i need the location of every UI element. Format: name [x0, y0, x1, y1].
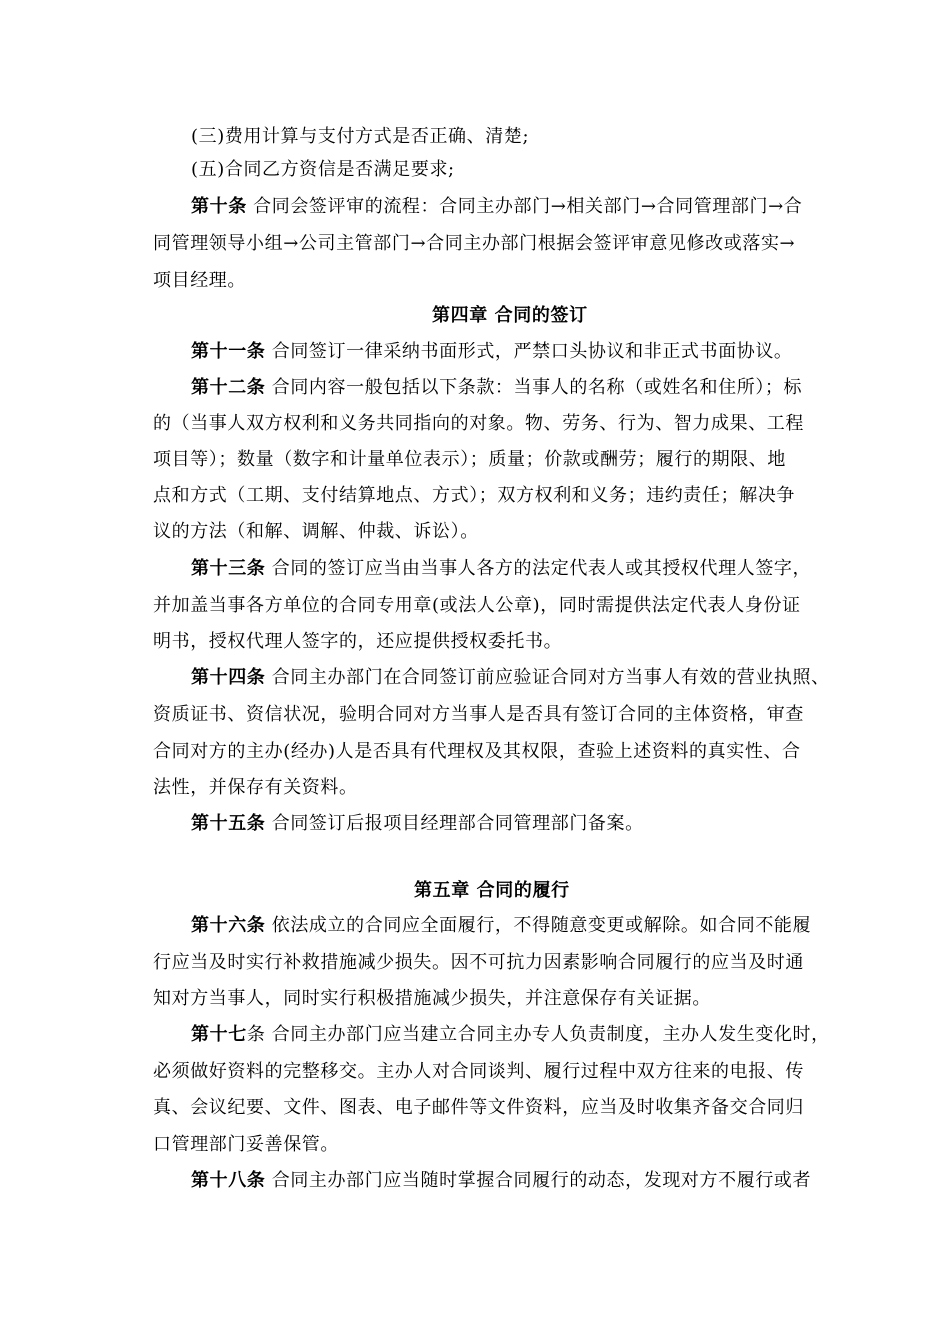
article-label: 第十五条	[191, 813, 266, 834]
article-13-line-1	[191, 558, 811, 580]
article-label: 第十二条	[191, 377, 266, 398]
article-text: 合同主办部门应当建立合同主办专人负责制度，主办人发生变化时，	[265, 1024, 830, 1045]
article-text: 点和方式（工期、支付结算地点、方式）；双方权利和义务；违约责任；解决争	[153, 485, 795, 506]
article-text: 必须做好资料的完整移交。主办人对合同谈判、履行过程中双方往来的电报、传	[153, 1061, 804, 1082]
article-10-line-3	[153, 270, 246, 292]
article-15	[191, 813, 644, 835]
article-10-line-2	[153, 233, 795, 255]
article-text: 合同的签订应当由当事人各方的法定代表人或其授权代理人签字，	[265, 558, 812, 579]
clause-item-3	[191, 126, 529, 148]
article-label: 第十七	[191, 1024, 247, 1045]
article-text: 行应当及时实行补救措施减少损失。因不可抗力因素影响合同履行的应当及时通	[153, 952, 804, 973]
article-text: 知对方当事人，同时实行积极措施减少损失，并注意保存有关证据。	[153, 988, 711, 1009]
article-label-rest: 条	[246, 1024, 266, 1045]
article-13-line-2	[153, 595, 801, 617]
chapter-4-heading: 第四章 合同的签订	[432, 305, 588, 326]
article-14-line-2	[153, 704, 804, 726]
article-18-line-1	[191, 1170, 811, 1192]
article-label: 第十一条	[191, 341, 266, 362]
article-text: 同管理领导小组→公司主管部门→合同主办部门根据会签评审意见修改或落实→	[153, 233, 796, 254]
article-text: 项目等）；数量（数字和计量单位表示）；质量；价款或酬劳；履行的期限、地	[153, 449, 786, 470]
article-label: 第十八条	[191, 1170, 266, 1191]
article-text: 口管理部门妥善保管。	[153, 1134, 339, 1155]
article-label: 第十六条	[191, 915, 266, 936]
article-12-line-3	[153, 449, 786, 471]
article-12-line-1	[191, 377, 802, 399]
article-17-line-3	[153, 1097, 804, 1119]
article-label: 第十四条	[191, 667, 266, 688]
article-16-line-2	[153, 952, 804, 974]
article-text: 合同主办部门在合同签订前应验证合同对方当事人有效的营业执照、	[265, 667, 830, 688]
article-14-line-4	[153, 777, 358, 799]
article-14-line-3	[153, 741, 801, 763]
article-text: 议的方法（和解、调解、仲裁、诉讼）。	[153, 521, 479, 542]
article-17-line-2	[153, 1061, 804, 1083]
article-text: 真、会议纪要、文件、图表、电子邮件等文件资料，应当及时收集齐备交合同归	[153, 1097, 804, 1118]
article-text: 合同主办部门应当随时掌握合同履行的动态，发现对方不履行或者	[265, 1170, 812, 1191]
article-10-line-1	[191, 196, 802, 218]
article-text: 合同对方的主办(经办)人是否具有代理权及其权限，查验上述资料的真实性、合	[153, 741, 801, 762]
article-text: 法性，并保存有关资料。	[153, 777, 358, 798]
article-text: 合同签订后报项目经理部合同管理部门备案。	[265, 813, 644, 834]
article-12-line-4	[153, 485, 795, 507]
article-14-line-1	[191, 667, 830, 689]
clause-text: (五)合同乙方资信是否满足要求;	[191, 159, 455, 180]
article-11	[191, 341, 793, 363]
article-text: 依法成立的合同应全面履行，不得随意变更或解除。如合同不能履	[265, 915, 812, 936]
article-text: 合同会签评审的流程：合同主办部门→相关部门→合同管理部门→合	[246, 196, 803, 217]
article-text: 的（当事人双方权利和义务共同指向的对象。物、劳务、行为、智力成果、工程	[153, 413, 804, 434]
article-12-line-5	[153, 521, 479, 543]
article-text: 合同签订一律采纳书面形式，严禁口头协议和非正式书面协议。	[265, 341, 793, 362]
article-text: 并加盖当事各方单位的合同专用章(或法人公章)，同时需提供法定代表人身份证	[153, 595, 801, 616]
article-17-line-1	[191, 1024, 830, 1046]
article-16-line-1	[191, 915, 811, 937]
article-13-line-3	[153, 631, 562, 653]
article-text: 资质证书、资信状况，验明合同对方当事人是否具有签订合同的主体资格，审查	[153, 704, 804, 725]
article-17-line-4	[153, 1134, 339, 1156]
chapter-5-heading: 第五章 合同的履行	[414, 880, 570, 901]
article-label: 第十条	[191, 196, 247, 217]
article-text: 明书，授权代理人签字的，还应提供授权委托书。	[153, 631, 563, 652]
clause-text: (三)费用计算与支付方式是否正确、清楚;	[191, 126, 530, 147]
article-16-line-3	[153, 988, 711, 1010]
clause-item-5	[191, 159, 455, 181]
article-label: 第十三条	[191, 558, 266, 579]
article-text: 合同内容一般包括以下条款：当事人的名称（或姓名和住所）；标	[265, 377, 803, 398]
article-text: 项目经理。	[153, 270, 246, 291]
article-12-line-2	[153, 413, 804, 435]
